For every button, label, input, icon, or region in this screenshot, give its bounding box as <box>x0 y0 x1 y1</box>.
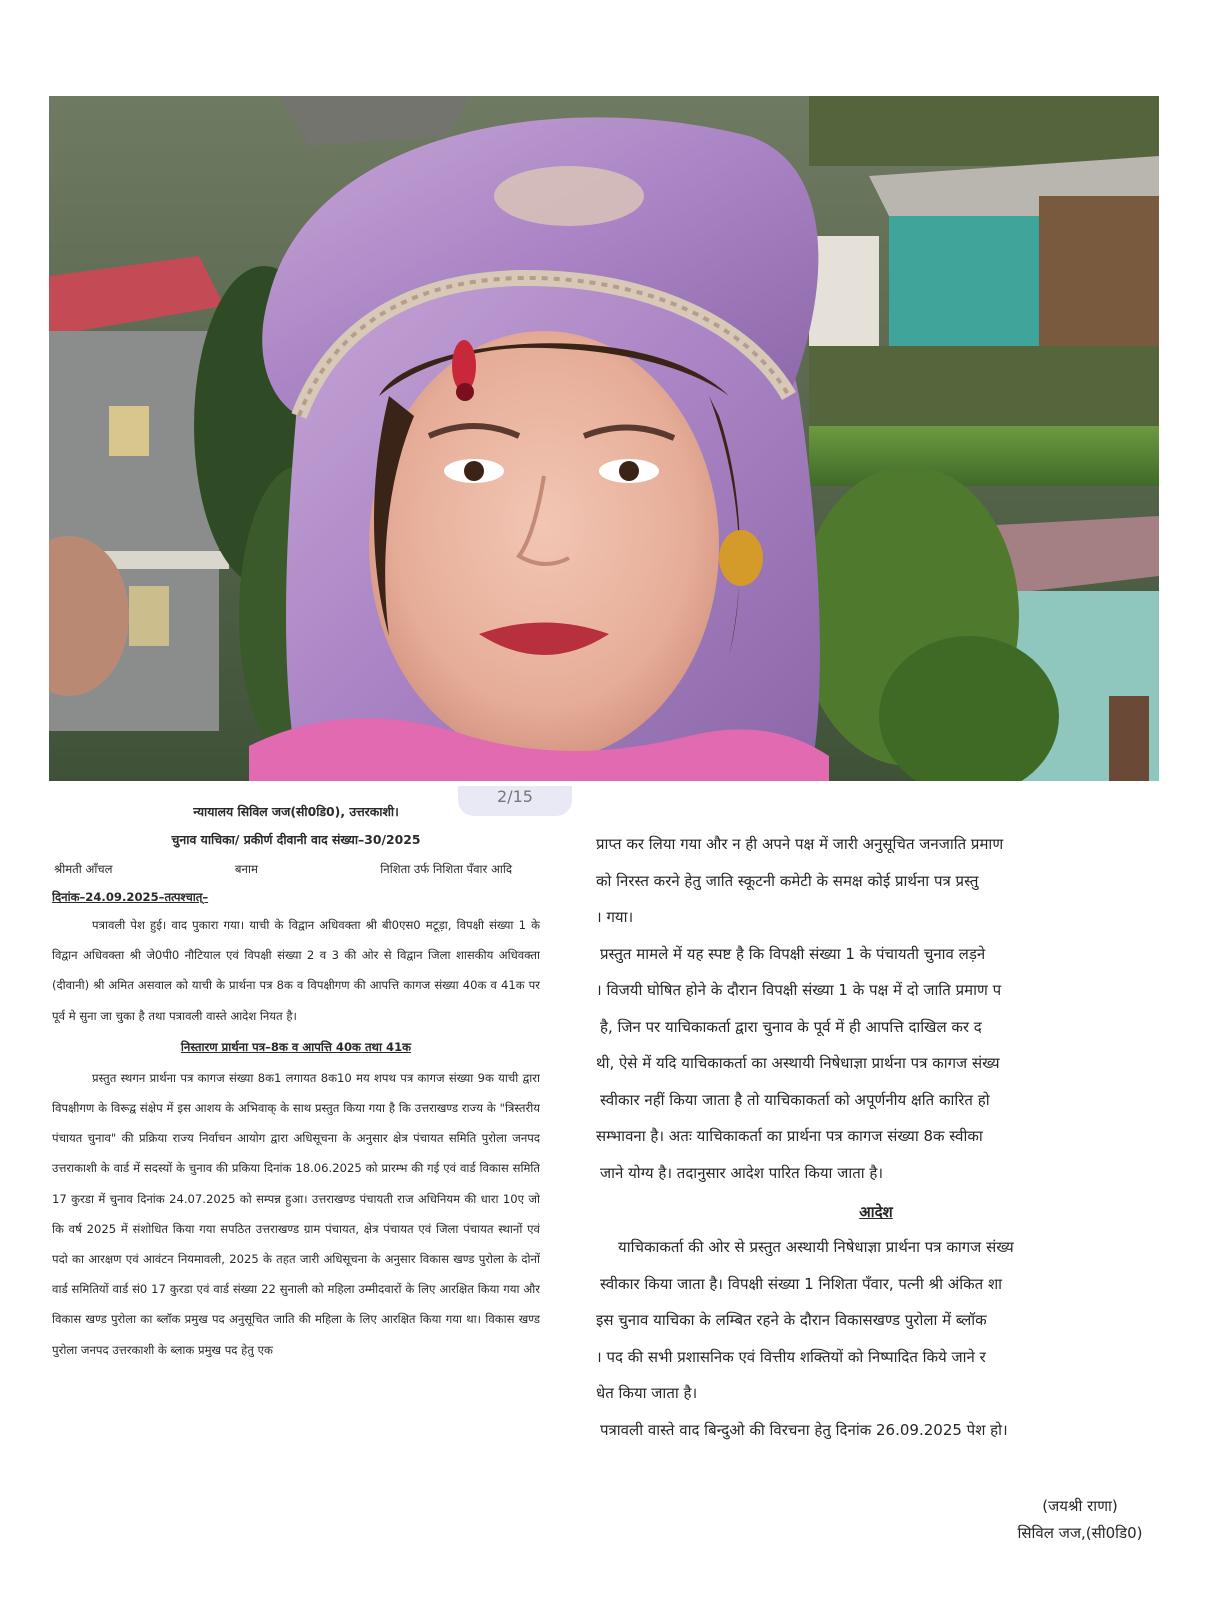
signature-name: (जयश्री राणा) <box>1042 1497 1118 1515</box>
sub-heading: निस्तारण प्रार्थना पत्र–8क व आपत्ति 40क तथा 41क <box>180 1039 412 1054</box>
news-photo <box>49 96 1159 781</box>
text-line: जाने योग्य है। तदानुसार आदेश पारित किया जाता है। <box>600 1163 884 1182</box>
text-line: स्वीकार नहीं किया जाता है तो याचिकाकर्ता को अपूर्णनीय क्षति कारित हो <box>600 1090 990 1109</box>
case-title: चुनाव याचिका/ प्रकीर्ण दीवानी वाद संख्या–30/2025 <box>171 832 421 847</box>
text-line: सम्भावना है। अतः याचिकाकर्ता का प्रार्थना पत्र कागज संख्या 8क स्वीका <box>596 1127 983 1145</box>
text-line: प्राप्त कर लिया गया और न ही अपने पक्ष में जारी अनुसूचित जनजाति प्रमाण <box>596 835 1004 853</box>
text-line: । गया। <box>596 908 634 926</box>
text-line: पत्रावली वास्ते वाद बिन्दुओ की विरचना हेतु दिनांक 26.09.2025 पेश हो। <box>600 1420 1008 1439</box>
party-1: श्रीमती आँचल <box>54 862 113 876</box>
case-parties <box>52 854 540 884</box>
text-line: । विजयी घोषित होने के दौरान विपक्षी संख्या 1 के पक्ष में दो जाति प्रमाण प <box>596 981 1002 999</box>
text-line: । पद की सभी प्रशासनिक एवं वित्तीय शक्तियों को निष्पादित किये जाने र <box>596 1347 986 1366</box>
text-line: स्वीकार किया जाता है। विपक्षी संख्या 1 निशिता पँवार, पत्नी श्री अंकित शा <box>600 1274 1003 1293</box>
portrait-illustration <box>49 96 1159 781</box>
paragraph-1: पत्रावली पेश हुई। वाद पुकारा गया। याची के विद्वान अधिवक्ता श्री बी0एस0 मटूड़ा, विपक्षी संख्या 1 के विद्वान अधिवक्ता श्री जे0पी0 नौटियाल एवं विपक्षी संख्या 2 व 3 की ओर से विद्वान जिला शासकीय अधिवक्ता (दीवानी) श्री अमित असवाल को याची के प्रार्थना पत्र 8क व विपक्षीगण की आपत्ति कागज संख्या 40क व 41क पर पूर्व मे सुना जा चुका है तथा पत्रावली वास्ते आदेश नियत है। <box>52 918 540 1023</box>
order-sheet-left-column <box>52 792 540 1600</box>
court-name: न्यायालय सिविल जज(सी0डि0), उत्तरकाशी। <box>193 804 399 819</box>
party-2: निशिता उर्फ निशिता पँवार आदि <box>380 862 512 876</box>
text-line: को निरस्त करने हेतु जाति स्कूटनी कमेटी के समक्ष कोई प्रार्थना पत्र प्रस्तु <box>596 871 979 890</box>
order-sheet-right-column <box>596 826 1156 1546</box>
text-line: इस चुनाव याचिका के लम्बित रहने के दौरान विकासखण्ड पुरोला में ब्लॉक <box>596 1311 987 1329</box>
versus-label: बनाम <box>234 862 258 876</box>
page-indicator: 2/15 <box>458 786 572 816</box>
order-date: दिनांक–24.09.2025–तत्पश्चात्– <box>52 890 209 904</box>
order-heading: आदेश <box>859 1203 893 1221</box>
text-line: धेत किया जाता है। <box>596 1384 698 1402</box>
text-line: प्रस्तुत मामले में यह स्पष्ट है कि विपक्षी संख्या 1 के पंचायती चुनाव लड़ने <box>600 944 986 963</box>
text-line: है, जिन पर याचिकाकर्ता द्वारा चुनाव के पूर्व में ही आपत्ति दाखिल कर द <box>600 1017 982 1036</box>
signature-block <box>980 1493 1180 1547</box>
text-line: याचिकाकर्ता की ओर से प्रस्तुत अस्थायी निषेधाज्ञा प्रार्थना पत्र कागज संख्य <box>618 1238 1014 1256</box>
text-line: थी, ऐसे में यदि याचिकाकर्ता का अस्थायी निषेधाज्ञा प्रार्थना पत्र कागज संख्य <box>596 1054 1000 1072</box>
paragraph-2: प्रस्तुत स्थगन प्रार्थना पत्र कागज संख्या 8क1 लगायत 8क10 मय शपथ पत्र कागज संख्या 9क याची द्वारा विपक्षीगण के विरूद्व संक्षेप में इस आशय के अभिवाक् के साथ प्रस्तुत किया गया है कि उत्तराखण्ड राज्य के "त्रिस्तरीय पंचायत चुनाव" की प्रक्रिया राज्य निर्वाचन आयोग द्वारा अधिसूचना के अनुसार क्षेत्र पंचायत समिति पुरोला जनपद उत्तराकाशी के वार्ड में सदस्यों के चुनाव की प्रकिया दिनांक 18.06.2025 को प्रारम्भ की गई एवं वार्ड विकास समिति 17 कुरडा में चुनाव दिनांक 24.07.2025 को सम्पन्न हुआ। उत्तराखण्ड पंचायती राज अधिनियम की धारा 10ए जो कि वर्ष 2025 में संशोधित किया गया सपठित उत्तराखण्ड ग्राम पंचायत, क्षेत्र पंचायत एवं जिला पंचायत स्थानों एवं पदो का आरक्षण एवं आवंटन नियमावली, 2025 के तहत जारी अधिसूचना के अनुसार विकास खण्ड पुरोला के दोनों वार्ड समितियों वार्ड सं0 17 कुरडा एवं वार्ड संख्या 22 सुनाली को महिला उम्मीदवारों के लिए आरक्षित किया गया और विकास खण्ड पुरोला का ब्लॉक प्रमुख पद अनुसूचित जाति की महिला के लिए आरक्षित किया गया था। विकास खण्ड पुरोला जनपद उत्तरकाशी के ब्लाक प्रमुख पद हेतु एक <box>52 1070 540 1357</box>
signature-title: सिविल जज,(सी0डि0) <box>1017 1524 1143 1542</box>
